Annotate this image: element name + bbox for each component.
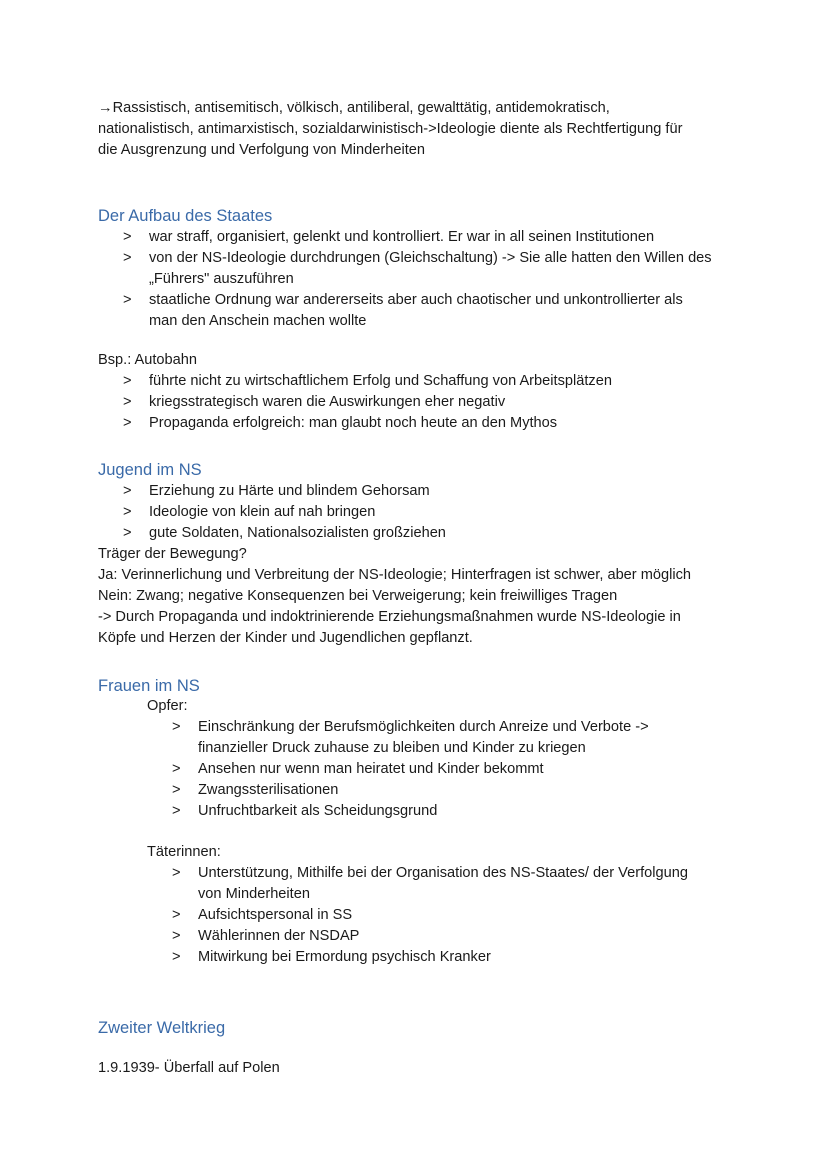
bullet-marker: > [123,250,132,266]
list-item: > Einschränkung der Berufsmöglichkeiten durch Anreize und Verbote -> finanzieller Druck zuhause zu bleiben und Kinder zu kriegen [172,719,649,756]
taeter-list [172,863,758,968]
list-item: > von der NS-Ideologie durchdrungen (Gleichschaltung) -> Sie alle hatten den Willen des „Führers" auszuführen [123,250,712,287]
intro-line: nationalistisch, antimarxistisch, sozialdarwinistisch->Ideologie diente als Rechtfertigung für [98,121,683,137]
bullet-marker: > [172,949,181,965]
list-item: > Zwangssterilisationen [172,780,758,801]
bullet-marker: > [123,373,132,389]
bullet-marker: > [172,803,181,819]
bullet-marker: > [123,504,132,520]
bullet-marker: > [123,525,132,541]
heading-jugend: Jugend im NS [98,461,202,479]
intro-paragraph [98,98,768,161]
heading-frauen: Frauen im NS [98,677,200,695]
krieg-line: 1.9.1939- Überfall auf Polen [98,1060,280,1076]
taeter-label: Täterinnen: [147,844,221,860]
bullet-marker: > [123,483,132,499]
list-item: > war straff, organisiert, gelenkt und kontrolliert. Er war in all seinen Institutionen [123,227,758,248]
intro-line: die Ausgrenzung und Verfolgung von Minderheiten [98,142,425,158]
opfer-list [172,717,758,822]
intro-line: →Rassistisch, antisemitisch, völkisch, antiliberal, gewalttätig, antidemokratisch, [98,100,610,116]
jugend-paragraph: Träger der Bewegung? Ja: Verinnerlichung und Verbreitung der NS-Ideologie; Hinterfragen ist schwer, aber möglich Nein: Zwang; negative Konsequenzen bei Verweigerung; kein freiwilliges Tragen -> Durch Propaganda und indoktrinierende Erziehungsmaßnahmen wurde NS-Ideologie in Köpfe und Herzen der Kinder und Jugendlichen gepflanzt. [98,546,691,646]
list-item: > Mitwirkung bei Ermordung psychisch Kranker [172,947,758,968]
list-item: > Erziehung zu Härte und blindem Gehorsam [123,481,758,502]
bullet-marker: > [123,415,132,431]
jugend-list [123,481,758,544]
opfer-label: Opfer: [147,698,188,714]
bullet-marker: > [172,782,181,798]
list-item: > Ansehen nur wenn man heiratet und Kinder bekommt [172,759,758,780]
list-item: > Wählerinnen der NSDAP [172,926,758,947]
list-item: > staatliche Ordnung war andererseits aber auch chaotischer und unkontrollierter als man den Anschein machen wollte [123,292,683,329]
list-item: > gute Soldaten, Nationalsozialisten großziehen [123,523,758,544]
list-item: > kriegsstrategisch waren die Auswirkungen eher negativ [123,392,758,413]
list-item: > Unterstützung, Mithilfe bei der Organisation des NS-Staates/ der Verfolgung von Minderheiten [172,865,688,902]
aufbau-list [123,227,758,332]
bullet-marker: > [172,928,181,944]
list-item: > Propaganda erfolgreich: man glaubt noch heute an den Mythos [123,413,758,434]
bullet-marker: > [172,907,181,923]
list-item: > Ideologie von klein auf nah bringen [123,502,758,523]
example-list [123,371,758,434]
heading-aufbau: Der Aufbau des Staates [98,207,273,225]
bullet-marker: > [172,719,181,735]
heading-krieg: Zweiter Weltkrieg [98,1019,226,1037]
example-label: Bsp.: Autobahn [98,352,197,368]
bullet-marker: > [123,394,132,410]
bullet-marker: > [123,229,132,245]
bullet-marker: > [172,865,181,881]
list-item: > führte nicht zu wirtschaftlichem Erfolg und Schaffung von Arbeitsplätzen [123,371,758,392]
bullet-marker: > [123,292,132,308]
list-item: > Aufsichtspersonal in SS [172,905,758,926]
bullet-marker: > [172,761,181,777]
list-item: > Unfruchtbarkeit als Scheidungsgrund [172,801,758,822]
